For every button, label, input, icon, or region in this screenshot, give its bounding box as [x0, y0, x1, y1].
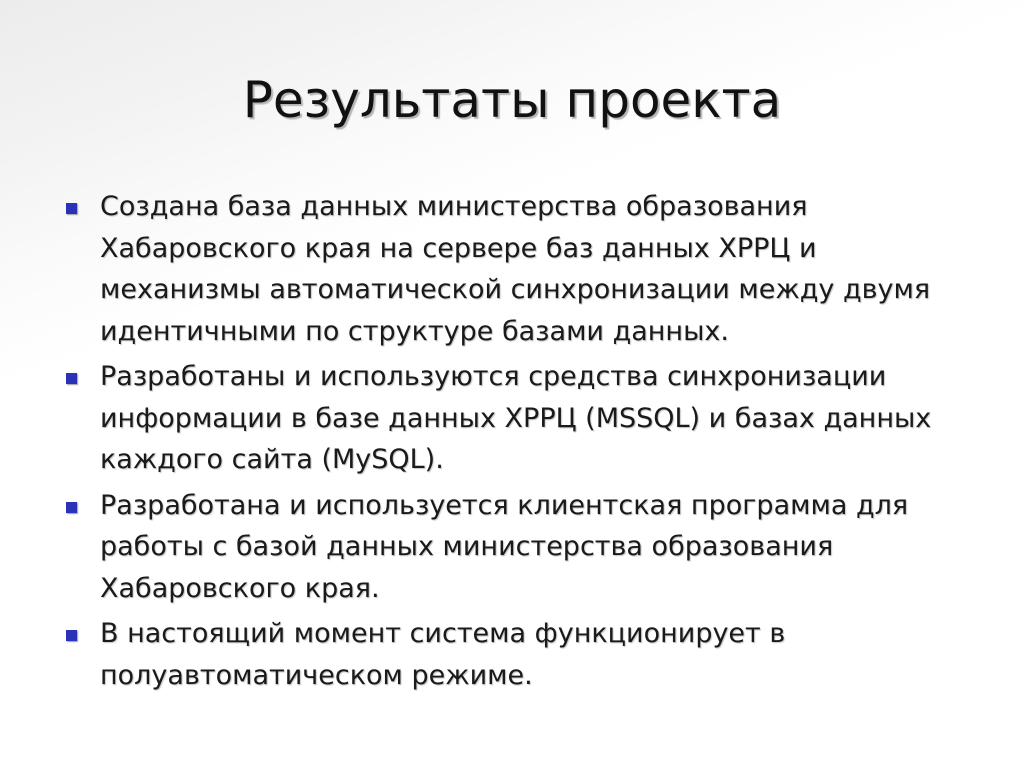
bullet-item-client-program — [62, 485, 982, 610]
bullet-text: Создана база данных министерства образования Хабаровского края на сервере баз данных ХРРЦ и механизмы автоматической синхронизации между двумя идентичными по структуре базами данных. — [100, 191, 931, 347]
bullet-text: В настоящий момент система функционирует в полуавтоматическом режиме. — [100, 618, 786, 691]
slide-title: Результаты проекта — [242, 71, 782, 129]
bullet-text: Разработана и используется клиентская программа для работы с базой данных министерства образования Хабаровского края. — [100, 489, 909, 604]
square-bullet-icon — [66, 373, 77, 384]
square-bullet-icon — [66, 203, 77, 214]
square-bullet-icon — [66, 502, 77, 513]
bullet-text: Разработаны и используются средства синхронизации информации в базе данных ХРРЦ (MSSQL) и базах данных каждого сайта (MySQL). — [100, 361, 932, 475]
bullet-list — [62, 186, 982, 700]
square-bullet-icon — [66, 630, 77, 641]
bullet-item-system-status — [62, 613, 982, 696]
bullet-item-database-created — [62, 186, 982, 352]
bullet-item-sync-tools — [62, 356, 982, 481]
